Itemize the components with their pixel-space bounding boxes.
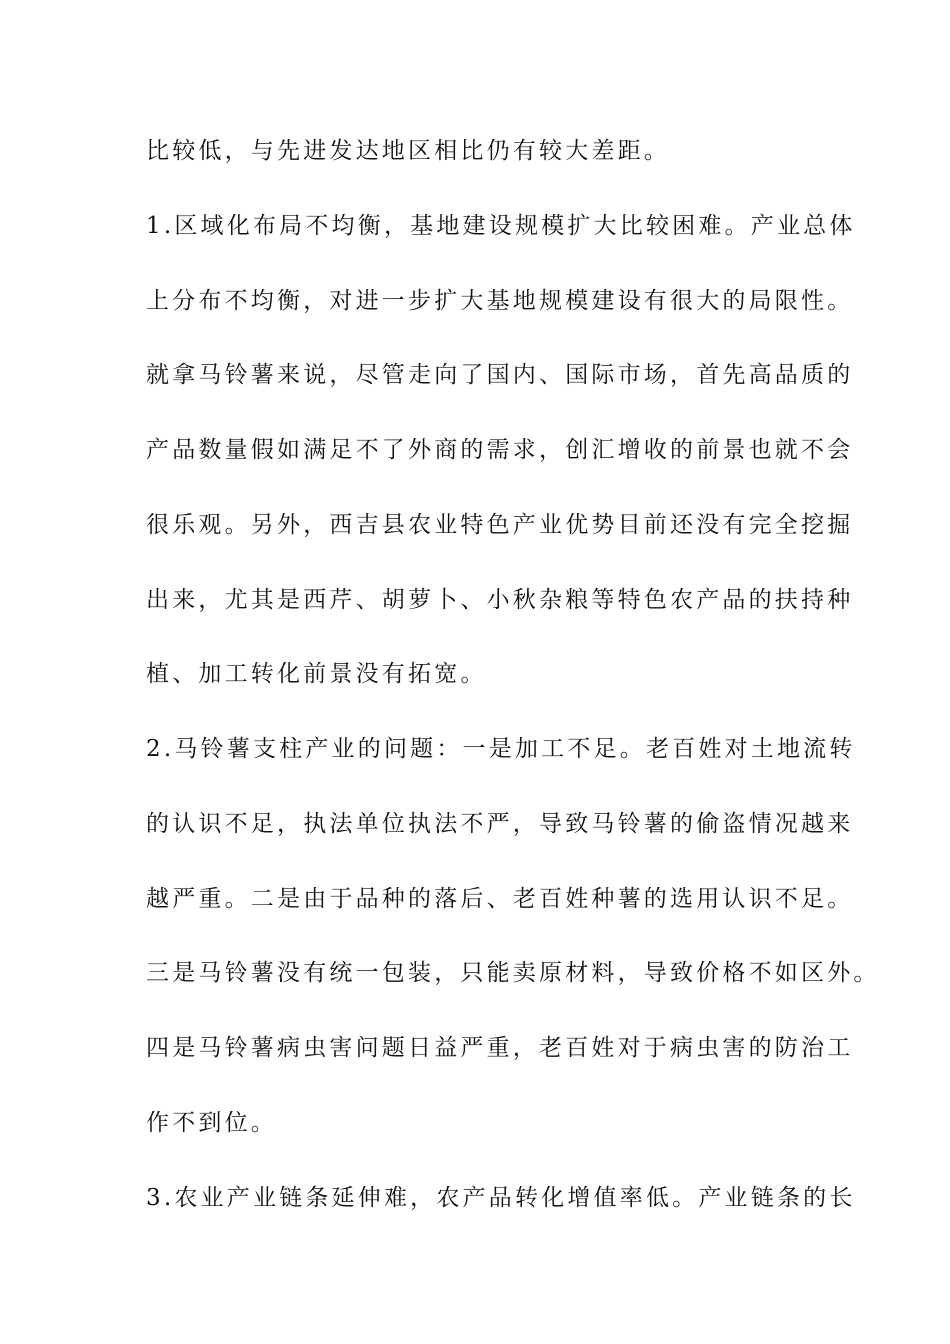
text-line: 上分布不均衡，对进一步扩大基地规模建设有很大的局限性。 bbox=[146, 288, 854, 314]
text-line: 2.马铃薯支柱产业的问题：一是加工不足。老百姓对土地流转 bbox=[146, 736, 856, 762]
text-line: 植、加工转化前景没有拓宽。 bbox=[146, 661, 487, 687]
text-line: 就拿马铃薯来说，尽管走向了国内、国际市场，首先高品质的 bbox=[146, 362, 854, 388]
text-line: 很乐观。另外，西吉县农业特色产业优势目前还没有完全挖掘 bbox=[146, 512, 854, 538]
text-line: 产品数量假如满足不了外商的需求，创汇增收的前景也就不会 bbox=[146, 437, 854, 463]
text-line: 3.农业产业链条延伸难，农产品转化增值率低。产业链条的长 bbox=[146, 1185, 856, 1211]
text-line: 比较低，与先进发达地区相比仍有较大差距。 bbox=[146, 138, 670, 164]
text-line: 作不到位。 bbox=[146, 1110, 277, 1136]
text-line: 1.区域化布局不均衡，基地建设规模扩大比较困难。产业总体 bbox=[146, 213, 856, 239]
text-line: 四是马铃薯病虫害问题日益严重，老百姓对于病虫害的防治工 bbox=[146, 1035, 854, 1061]
text-line: 出来，尤其是西芹、胡萝卜、小秋杂粮等特色农产品的扶持种 bbox=[146, 587, 854, 613]
text-line: 越严重。二是由于品种的落后、老百姓种薯的选用认识不足。 bbox=[146, 886, 854, 912]
text-line: 的认识不足，执法单位执法不严，导致马铃薯的偷盗情况越来 bbox=[146, 811, 854, 837]
text-line: 三是马铃薯没有统一包装，只能卖原材料，导致价格不如区外。 bbox=[146, 960, 880, 986]
